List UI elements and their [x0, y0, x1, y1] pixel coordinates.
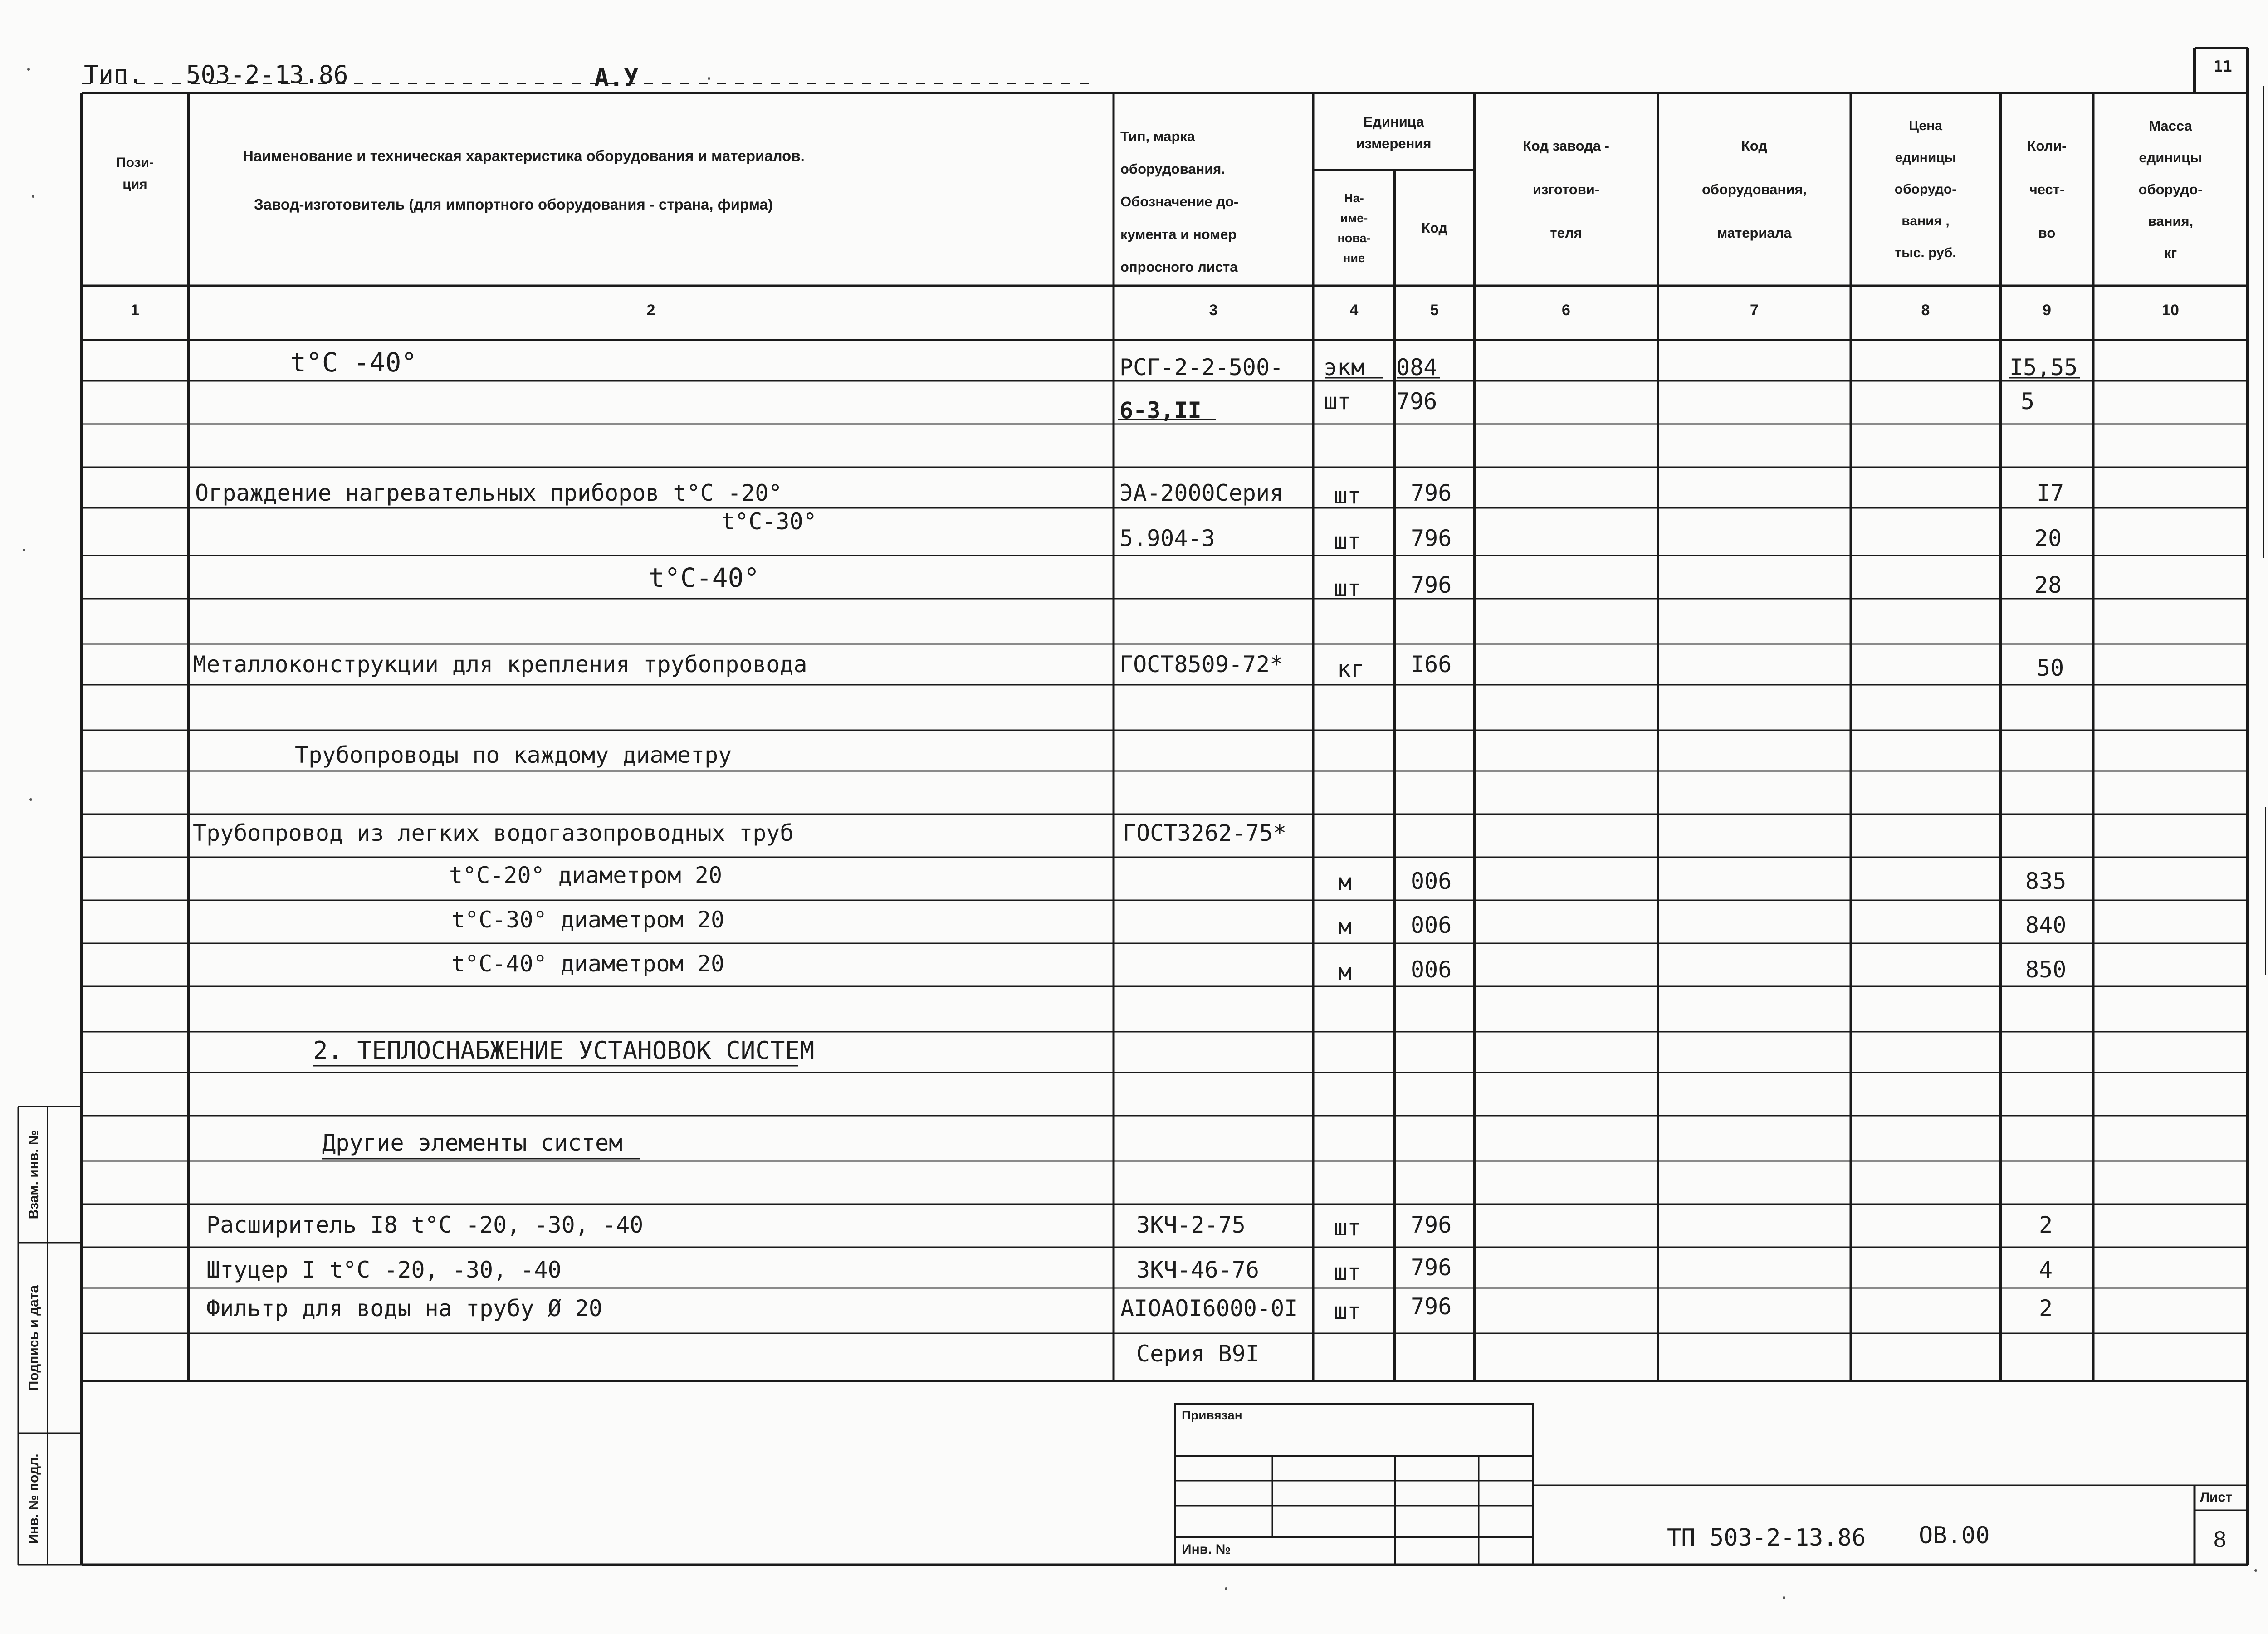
row-qty: 4: [2039, 1257, 2053, 1283]
header-price: Цена единицы оборудо- вания , тыс. руб.: [1894, 118, 1957, 260]
row-unit: шт: [1334, 1259, 1361, 1285]
row-code: 796: [1411, 1212, 1452, 1238]
row-name: t°C-30°: [721, 508, 817, 535]
side-label-replacement: Взам. инв. №: [26, 1130, 41, 1219]
scan-speck: [1783, 1596, 1785, 1599]
row-code: 084: [1396, 354, 1437, 380]
stamp-sheet-number: 8: [2214, 1527, 2226, 1552]
row-type: АIОАОI6000-0I: [1120, 1295, 1298, 1322]
row-code: 796: [1396, 388, 1437, 415]
header-unit-name: На- име- нова- ние: [1337, 191, 1371, 265]
row-unit: шт: [1324, 388, 1351, 415]
column-number: 3: [1209, 302, 1218, 319]
header-unit: Единица измерения: [1356, 113, 1432, 151]
scan-speck: [2254, 1569, 2257, 1572]
header-type: Тип, марка оборудования. Обозначение до- кумента и номер опросного листа: [1120, 128, 1239, 275]
row-code: 796: [1411, 1254, 1452, 1281]
column-number: 6: [1562, 302, 1570, 319]
row-name: Фильтр для воды на трубу Ø 20: [206, 1295, 602, 1322]
column-number: 10: [2162, 302, 2179, 319]
row-unit: м: [1338, 869, 1352, 895]
stamp-sheet-label: Лист: [2200, 1490, 2232, 1505]
scan-speck: [23, 549, 25, 551]
row-qty: 2: [2039, 1295, 2053, 1322]
column-number: 8: [1921, 302, 1930, 319]
row-type: 5.904-3: [1119, 525, 1215, 551]
stamp-doc-code: ТП 503-2-13.86: [1667, 1524, 1866, 1551]
scan-speck: [1225, 1587, 1227, 1590]
stamp-inv-no: Инв. №: [1182, 1542, 1231, 1557]
type-label: Тип.: [84, 60, 143, 89]
row-qty: 50: [2037, 655, 2064, 681]
row-type: ГОСТ8509-72*: [1119, 651, 1284, 678]
row-type: ГОСТ3262-75*: [1123, 820, 1287, 846]
row-name: Ограждение нагревательных приборов t°C -20°: [195, 480, 782, 506]
row-code: I66: [1411, 651, 1452, 678]
row-code: 006: [1411, 956, 1452, 983]
row-name: Штуцер I t°C -20, -30, -40: [206, 1257, 562, 1283]
row-qty: I5,55: [2009, 354, 2078, 380]
column-number: 7: [1750, 302, 1759, 319]
row-qty: 840: [2025, 912, 2067, 938]
row-code: 796: [1411, 1293, 1452, 1320]
scan-speck: [708, 77, 710, 80]
scan-speck: [32, 195, 34, 198]
section-subtitle: Другие элементы систем: [322, 1130, 623, 1156]
header-name-line1: Наименование и техническая характеристика оборудования и материалов.: [243, 147, 805, 164]
row-type: ЭА-2000Серия: [1119, 480, 1284, 506]
row-type: 6-3,II: [1119, 397, 1202, 424]
row-code: 006: [1411, 912, 1452, 938]
header-mass: Масса единицы оборудо- вания, кг: [2138, 117, 2203, 261]
section-subtitle: Трубопроводы по каждому диаметру: [295, 742, 732, 768]
row-unit: шт: [1334, 1215, 1361, 1241]
corner-number: 11: [2214, 58, 2232, 76]
header-factory-code: Код завода - изготови- теля: [1522, 137, 1609, 241]
row-qty: 28: [2034, 572, 2062, 598]
row-qty: 850: [2025, 956, 2067, 983]
row-unit: шт: [1334, 528, 1361, 554]
row-unit: шт: [1334, 1298, 1361, 1324]
row-qty: 5: [2021, 388, 2035, 415]
row-name: t°C-40° диаметром 20: [451, 951, 725, 977]
side-label-signature: Подпись и дата: [26, 1285, 41, 1391]
row-name: Металлоконструкции для крепления трубопровода: [193, 651, 807, 678]
column-number: 5: [1430, 302, 1439, 319]
header-equipment-code: Код оборудования, материала: [1701, 137, 1807, 241]
scan-speck: [27, 68, 30, 71]
header-name-line2: Завод-изготовитель (для импортного оборудования - страна, фирма): [254, 196, 773, 213]
column-number: 2: [646, 302, 655, 319]
row-code: 006: [1411, 868, 1452, 894]
row-unit: м: [1338, 913, 1352, 940]
scan-speck: [29, 798, 32, 801]
row-code: 796: [1411, 572, 1452, 598]
row-unit: кг: [1337, 656, 1365, 682]
row-unit: шт: [1334, 483, 1361, 509]
column-number: 9: [2043, 302, 2051, 319]
column-number: 4: [1349, 302, 1359, 319]
row-qty: 835: [2025, 868, 2067, 894]
row-type: ЗКЧ-2-75: [1136, 1212, 1246, 1238]
row-name: t°C -40°: [290, 347, 417, 378]
row-code: 796: [1411, 480, 1452, 506]
project-code: 503-2-13.86: [186, 60, 348, 89]
row-unit: м: [1338, 959, 1352, 985]
row-qty: 20: [2034, 525, 2062, 551]
row-code: 796: [1411, 525, 1452, 551]
album-label: А.У: [594, 63, 639, 92]
row-type: РСГ-2-2-500-: [1119, 354, 1284, 380]
stamp-section: ОВ.00: [1919, 1522, 1990, 1549]
stamp-linked: Привязан: [1182, 1408, 1242, 1422]
row-type: ЗКЧ-46-76: [1136, 1257, 1259, 1283]
header-position: Пози- ция: [116, 155, 154, 192]
section-title: 2. ТЕПЛОСНАБЖЕНИЕ УСТАНОВОК СИСТЕМ: [313, 1036, 815, 1065]
column-number: 1: [131, 302, 139, 319]
row-name: t°C-20° диаметром 20: [449, 862, 723, 888]
side-label-original-inv: Инв. № подл.: [26, 1454, 41, 1544]
row-qty: 2: [2039, 1212, 2053, 1238]
row-unit: экм: [1324, 354, 1365, 380]
row-unit: шт: [1334, 575, 1361, 601]
row-type: Серия В9I: [1136, 1341, 1259, 1367]
row-qty: I7: [2037, 480, 2064, 506]
row-name: t°C-40°: [649, 562, 760, 593]
row-name: Расширитель I8 t°C -20, -30, -40: [206, 1212, 644, 1238]
header-quantity: Коли- чест- во: [2027, 137, 2067, 241]
row-name: t°C-30° диаметром 20: [451, 907, 725, 933]
header-unit-code: Код: [1421, 219, 1448, 236]
row-name: Трубопровод из легких водогазопроводных труб: [193, 820, 794, 846]
